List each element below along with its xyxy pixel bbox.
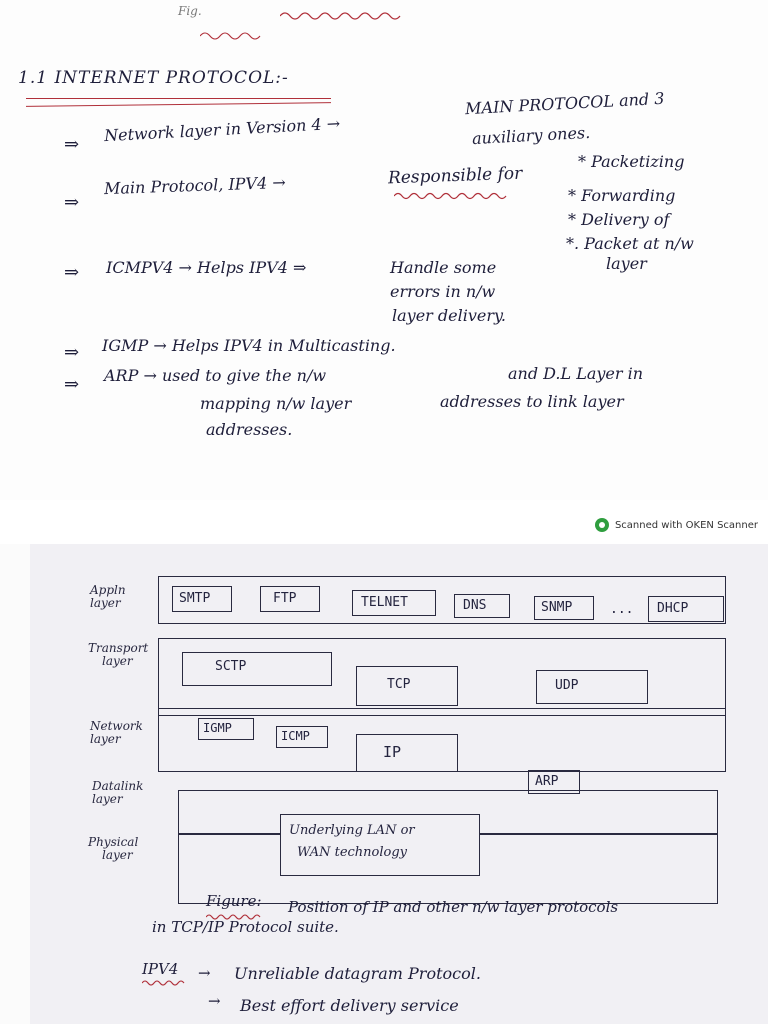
- underlying-lan-wan-box: Underlying LAN or WAN technology: [280, 814, 480, 876]
- protocol-box-sctp: SCTP: [182, 652, 332, 686]
- top-squiggle: [280, 8, 410, 22]
- line5-text: ARP → used to give the n/w: [104, 366, 327, 385]
- line5-line3: addresses.: [206, 420, 293, 439]
- protocol-box-icmp: ICMP: [276, 726, 328, 748]
- protocol-box-snmp: SNMP: [534, 596, 594, 620]
- protocol-box-smtp: SMTP: [172, 586, 232, 612]
- protocol-box-dhcp: DHCP: [648, 596, 724, 622]
- scanner-watermark: [595, 518, 758, 532]
- layer-label-transport: Transport layer: [88, 641, 149, 668]
- forwarding-item: * Forwarding: [568, 186, 676, 205]
- figure-caption-line2: in TCP/IP Protocol suite.: [152, 918, 339, 936]
- bullet-arrow: ⇒: [64, 374, 80, 395]
- layer-label-datalink: Datalink layer: [92, 779, 144, 806]
- line3-text: ICMPV4 → Helps IPV4 ⇒: [106, 258, 307, 277]
- responsible-underline: [394, 190, 514, 202]
- packetizing-item: * Packetizing: [578, 152, 685, 171]
- line1-text: Network layer in Version 4 →: [103, 113, 341, 146]
- line3-handle-1: Handle some: [390, 258, 497, 277]
- protocol-box-igmp: IGMP: [198, 718, 254, 740]
- ipv4-item-1: Unreliable datagram Protocol.: [234, 964, 481, 983]
- protocol-box-arp: ARP: [528, 770, 580, 794]
- line3-handle-2: errors in n/w: [390, 282, 496, 301]
- bullet-arrow: ⇒: [64, 342, 80, 363]
- ipv4-arrow-2: →: [208, 992, 221, 1010]
- protocol-box-udp: UDP: [536, 670, 648, 704]
- page-heading: 1.1 INTERNET PROTOCOL:-: [18, 68, 289, 88]
- line5-cont: and D.L Layer in: [508, 364, 644, 383]
- line2-responsible: Responsible for: [387, 163, 523, 189]
- layer-label-application: Appln layer: [90, 583, 126, 610]
- notes-page: [0, 0, 768, 500]
- protocol-box-tcp: TCP: [356, 666, 458, 706]
- delivery-item: * Delivery of: [568, 210, 670, 229]
- ipv4-label: IPV4: [142, 960, 179, 978]
- layer-label-network: Network layer: [90, 719, 143, 746]
- ipv4-arrow-1: →: [198, 964, 211, 982]
- line5-line2b: addresses to link layer: [440, 392, 624, 411]
- line3-handle-3: layer delivery.: [392, 306, 506, 325]
- protocol-box-telnet: TELNET: [352, 590, 436, 616]
- scanner-label: Scanned with OKEN Scanner: [614, 519, 758, 531]
- protocol-box-ftp: FTP: [260, 586, 320, 612]
- figure-caption-label: Figure:: [206, 892, 262, 910]
- bullet-arrow: ⇒: [64, 192, 80, 213]
- packet-item: *. Packet at n/w: [566, 234, 694, 253]
- app-ellipsis: ...: [610, 602, 634, 617]
- figure-page: [30, 544, 768, 1024]
- top-scribble: Fig.: [178, 4, 202, 18]
- scanner-logo-icon: [595, 518, 609, 532]
- line1-cont: MAIN PROTOCOL and 3: [464, 88, 665, 119]
- app-layer-band: [158, 576, 726, 624]
- ipv4-underline: [142, 978, 186, 988]
- heading-underline-2: [26, 102, 331, 107]
- layer-item: layer: [606, 254, 647, 273]
- bullet-arrow: ⇒: [64, 134, 80, 155]
- heading-underline-1: [26, 98, 331, 99]
- protocol-box-dns: DNS: [454, 594, 510, 618]
- line1-cont2: auxiliary ones.: [471, 122, 591, 149]
- line5-line2: mapping n/w layer: [200, 394, 352, 413]
- line2-text: Main Protocol, IPV4 →: [103, 172, 287, 199]
- top-squiggle-2: [200, 28, 270, 42]
- line4-text: IGMP → Helps IPV4 in Multicasting.: [102, 336, 396, 355]
- layer-label-physical: Physical layer: [88, 835, 139, 862]
- ipv4-item-2: Best effort delivery service: [240, 996, 459, 1015]
- bullet-arrow: ⇒: [64, 262, 80, 283]
- figure-caption-text: Position of IP and other n/w layer protocols: [288, 898, 619, 916]
- protocol-box-ip: IP: [356, 734, 458, 772]
